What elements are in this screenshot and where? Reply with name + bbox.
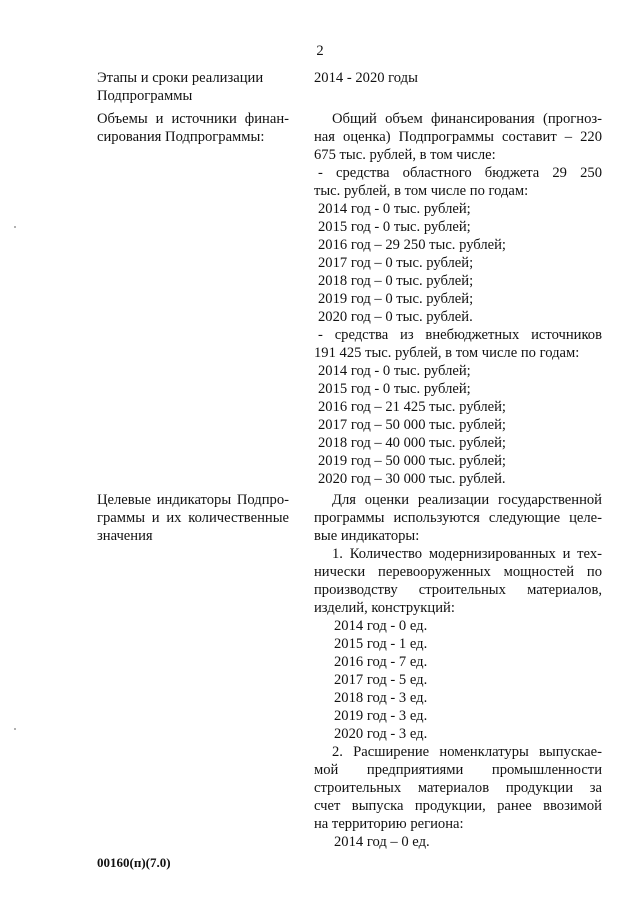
year-line: 2017 год – 50 000 тыс. рублей; (318, 417, 506, 433)
value-line: - средства из внебюджетных источников (318, 327, 602, 343)
value-line: нически перевооруженных мощностей по (314, 564, 602, 580)
year-line: 2015 год - 1 ед. (334, 636, 428, 652)
value-line: 1. Количество модернизированных и тех- (332, 546, 602, 562)
label-line: значения (97, 528, 153, 544)
value-line: на территорию региона: (314, 816, 464, 832)
year-line: 2017 год – 0 тыс. рублей; (318, 255, 474, 271)
value-line: Для оценки реализации государственной (332, 492, 602, 508)
label-line: Подпрограммы (97, 88, 193, 104)
year-line: 2019 год – 50 000 тыс. рублей; (318, 453, 506, 469)
year-line: 2019 год – 0 тыс. рублей; (318, 291, 474, 307)
indicators-value (314, 491, 602, 851)
year-line: 2020 год – 30 000 тыс. рублей. (318, 471, 506, 487)
year-line: 2020 год - 3 ед. (334, 726, 428, 742)
value-line: 191 425 тыс. рублей, в том числе по годам: (314, 345, 580, 361)
value-line: 675 тыс. рублей, в том числе: (314, 147, 496, 163)
value-line: тыс. рублей, в том числе по годам: (314, 183, 529, 199)
page-number: 2 (316, 43, 324, 59)
label-line: Этапы и сроки реализации (97, 70, 264, 86)
value-line: мой предприятиями промышленности (314, 762, 602, 778)
stages-label (97, 69, 289, 105)
value-line: программы используются следующие целе- (314, 510, 602, 526)
year-line: 2016 год - 7 ед. (334, 654, 428, 670)
year-line: 2014 год - 0 ед. (334, 618, 428, 634)
year-line: 2019 год - 3 ед. (334, 708, 428, 724)
value-line: Общий объем финансирования (прогноз- (332, 111, 602, 127)
year-line: 2020 год – 0 тыс. рублей. (318, 309, 473, 325)
scan-speck (14, 226, 16, 228)
document-code: 00160(п)(7.0) (97, 855, 171, 870)
value-line: изделий, конструкций: (314, 600, 455, 616)
label-line: граммы и их количественные (97, 510, 289, 526)
value-line: строительных материалов продукции за (314, 780, 602, 796)
value-line: 2014 - 2020 годы (314, 70, 418, 86)
year-line: 2016 год – 21 425 тыс. рублей; (318, 399, 506, 415)
year-line: 2018 год – 40 000 тыс. рублей; (318, 435, 506, 451)
label-line: Целевые индикаторы Подпро- (97, 492, 289, 508)
year-line: 2014 год - 0 тыс. рублей; (318, 363, 471, 379)
year-line: 2018 год - 3 ед. (334, 690, 428, 706)
year-line: 2015 год - 0 тыс. рублей; (318, 219, 471, 235)
label-line: Объемы и источники финан- (97, 111, 289, 127)
financing-label (97, 110, 289, 146)
label-line: сирования Подпрограммы: (97, 129, 265, 145)
year-line: 2018 год – 0 тыс. рублей; (318, 273, 474, 289)
financing-value (314, 110, 602, 488)
value-line: счет выпуска продукции, ранее ввозимой (314, 798, 602, 814)
year-line: 2014 год – 0 ед. (334, 834, 430, 850)
stages-value (314, 69, 602, 87)
indicators-label (97, 491, 289, 545)
value-line: 2. Расширение номенклатуры выпускае- (332, 744, 602, 760)
value-line: ная оценка) Подпрограммы составит – 220 (314, 129, 602, 145)
year-line: 2015 год - 0 тыс. рублей; (318, 381, 471, 397)
value-line: производству строительных материалов, (314, 582, 602, 598)
year-line: 2017 год - 5 ед. (334, 672, 428, 688)
scan-speck (14, 728, 16, 730)
year-line: 2014 год - 0 тыс. рублей; (318, 201, 471, 217)
value-line: вые индикаторы: (314, 528, 420, 544)
value-line: - средства областного бюджета 29 250 (318, 165, 602, 181)
year-line: 2016 год – 29 250 тыс. рублей; (318, 237, 506, 253)
